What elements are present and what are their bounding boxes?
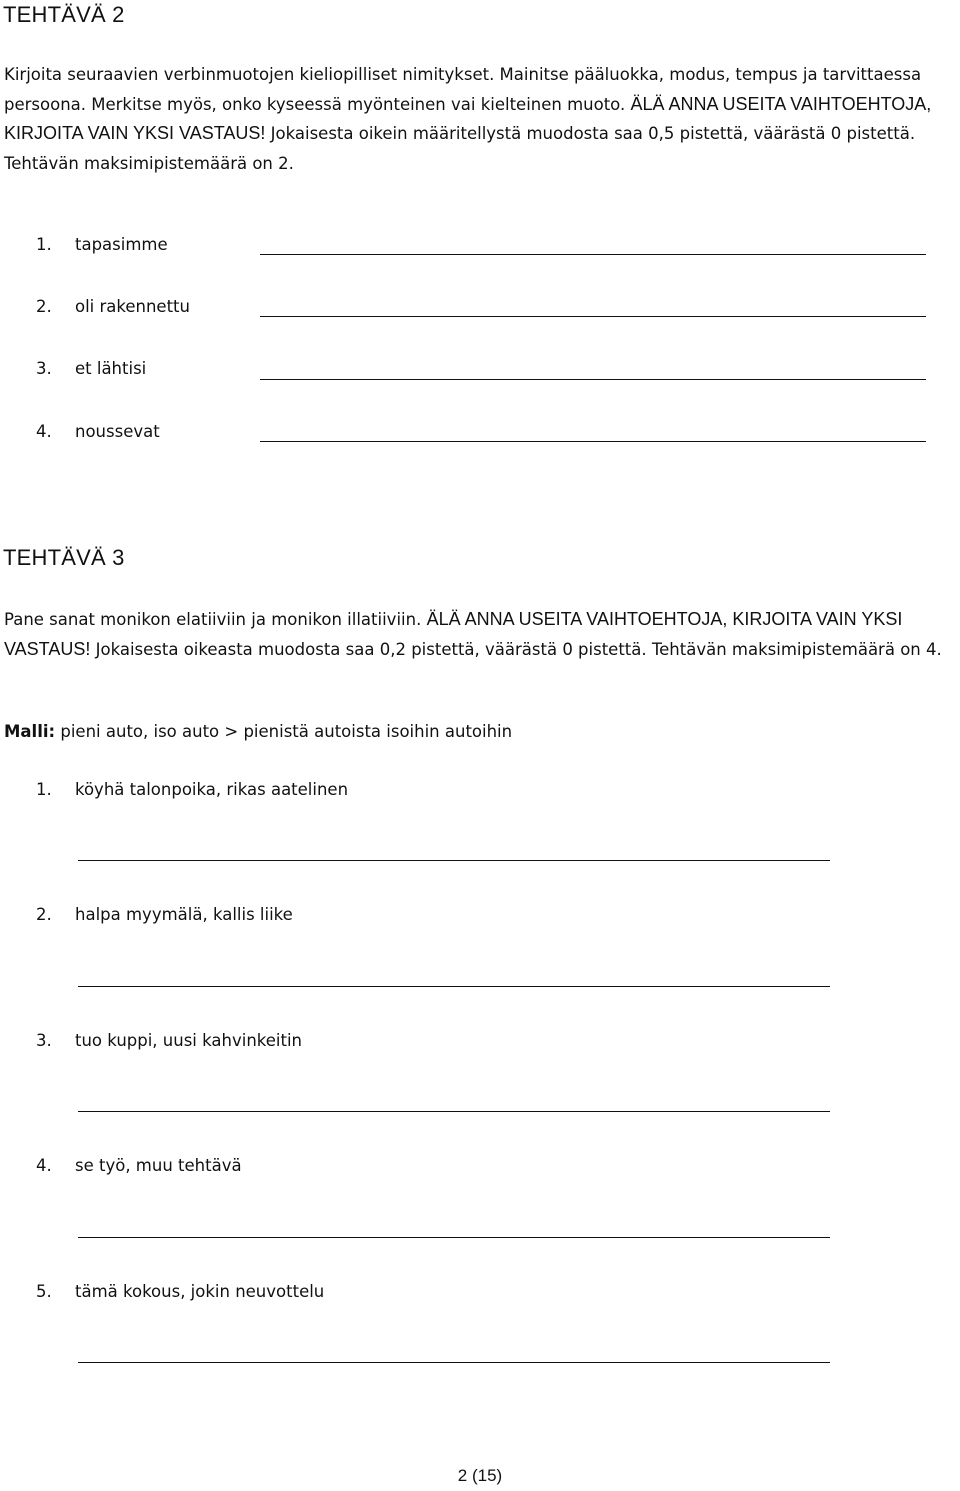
task3-instruction-warning: ÄLÄ ANNA USEITA VAIHTOEHTOJA, KIRJOITA VAIN YKSI VASTAUS! [4,609,903,659]
task3-instructions [4,605,960,664]
model-text: pieni auto, iso auto > pienistä autoista isoihin autoihin [60,722,513,741]
task3-item-number: 3. [36,1031,52,1050]
task2-answer-line[interactable] [260,379,926,380]
task3-item-number: 4. [36,1156,52,1175]
task3-model-example [4,722,512,741]
task2-item-word: et lähtisi [75,359,147,378]
task2-heading: TEHTÄVÄ 2 [3,2,125,27]
task3-instruction-points: Jokaisesta oikeasta muodosta saa 0,2 pistettä, väärästä 0 pistettä. Tehtävän maksimipistemäärä on 4. [95,639,942,659]
task3-item-number: 1. [36,780,52,799]
task3-item-words: tuo kuppi, uusi kahvinkeitin [75,1031,302,1050]
task3-item-words: halpa myymälä, kallis liike [75,905,293,924]
task2-instruction-warning: ÄLÄ ANNA USEITA VAIHTOEHTOJA, KIRJOITA VAIN YKSI VASTAUS! [4,93,932,143]
task2-item-word: oli rakennettu [75,297,190,316]
task3-item-words: se työ, muu tehtävä [75,1156,242,1175]
task3-answer-line[interactable] [78,860,830,861]
task2-instruction-points: Jokaisesta oikein määritellystä muodosta saa 0,5 pistettä, väärästä 0 pistettä. Tehtävän maksimipistemäärä on 2. [4,124,916,173]
page-number: 2 (15) [457,1466,503,1485]
task3-answer-line[interactable] [78,1111,830,1112]
task2-answer-line[interactable] [260,441,926,442]
task2-answer-line[interactable] [260,316,926,317]
task3-answer-line[interactable] [78,1237,830,1238]
task3-answer-line[interactable] [78,986,830,987]
task2-instruction-text: Kirjoita seuraavien verbinmuotojen kieliopilliset nimitykset. Mainitse pääluokka, modus, tempus ja tarvittaessa persoona. Merkitse myös, onko kyseessä myönteinen vai kielteinen muoto. [4,65,922,114]
task2-item-number: 3. [36,359,52,378]
task3-instruction-text: Pane sanat monikon elatiiviin ja monikon illatiiviin. [4,610,422,629]
task3-answer-line[interactable] [78,1362,830,1363]
task3-item-number: 2. [36,905,52,924]
task2-item-number: 2. [36,297,52,316]
task2-answer-line[interactable] [260,254,926,255]
task3-item-number: 5. [36,1282,52,1301]
task3-item-words: köyhä talonpoika, rikas aatelinen [75,780,349,799]
task3-item-words: tämä kokous, jokin neuvottelu [75,1282,325,1301]
task2-item-number: 1. [36,235,52,254]
task2-item-word: tapasimme [75,235,168,254]
model-label: Malli: [4,722,56,741]
task2-item-number: 4. [36,422,52,441]
task2-item-word: noussevat [75,422,160,441]
task2-instructions [4,60,960,178]
task3-heading: TEHTÄVÄ 3 [3,545,125,570]
